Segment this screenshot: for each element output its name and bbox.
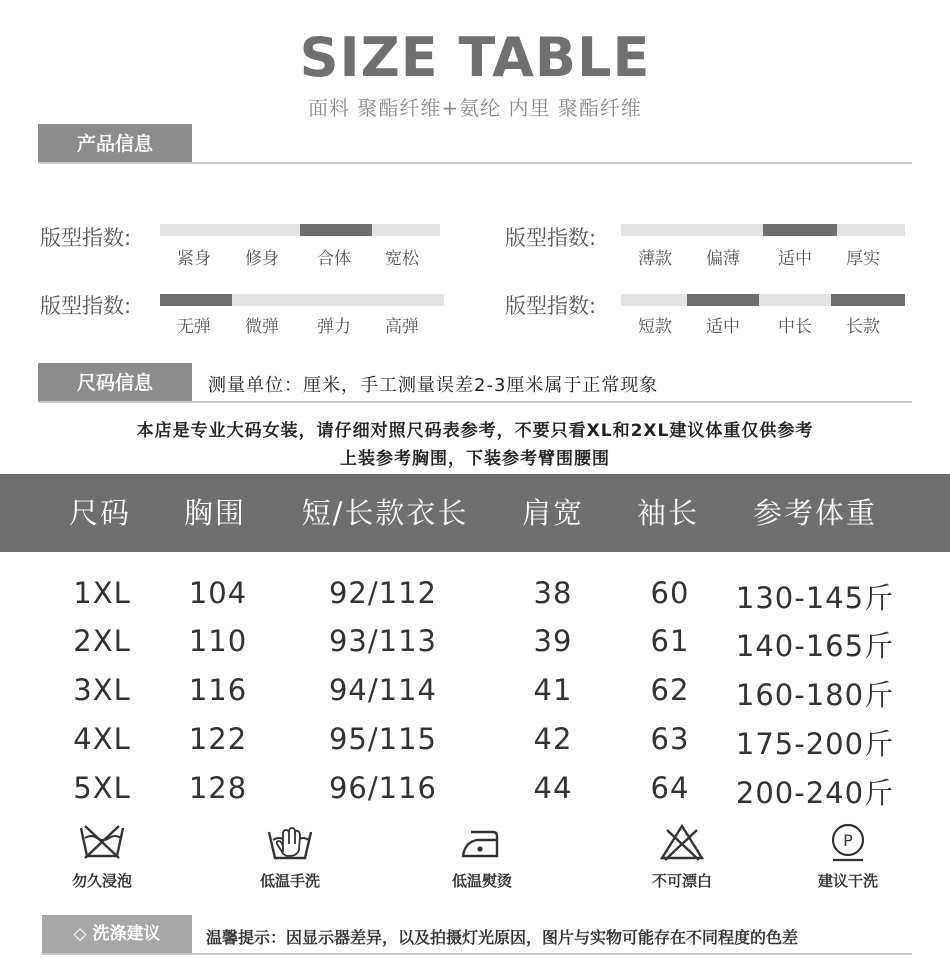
cell-bust: 116: [188, 673, 248, 707]
fit-option: 合体: [317, 249, 351, 269]
cell-shoulder: 44: [533, 771, 573, 805]
fit-option: 弹力: [317, 317, 351, 337]
table-row: [0, 722, 950, 766]
header-shoulder: 肩宽: [521, 496, 584, 530]
fit-index-label: 版型指数:: [40, 294, 132, 318]
care-item-dry-clean: [788, 822, 908, 892]
fit-option: 厚实: [846, 249, 880, 269]
table-row: [0, 624, 950, 668]
no-bleach-icon: [622, 822, 742, 862]
care-item-no-bleach: [622, 822, 742, 892]
cell-shoulder: 41: [533, 673, 573, 707]
fit-index-tightness: [40, 222, 460, 272]
care-item-no-soak: [42, 822, 162, 892]
cell-size: 4XL: [73, 722, 131, 756]
care-label: 低温手洗: [259, 872, 320, 890]
fit-option: 适中: [706, 317, 740, 337]
measurement-note: 测量单位：厘米，手工测量误差2-3厘米属于正常现象: [208, 375, 659, 396]
cell-sleeve: 63: [650, 722, 690, 756]
cell-sleeve: 61: [650, 624, 690, 658]
header-length: 短/长款衣长: [301, 496, 469, 530]
dry-clean-icon: [788, 822, 908, 862]
cell-bust: 128: [188, 771, 248, 805]
fit-option: 无弹: [177, 317, 211, 337]
cell-length: 95/115: [328, 722, 438, 756]
fit-option: 适中: [778, 249, 812, 269]
fit-scale-selected: [687, 294, 759, 306]
cell-bust: 104: [188, 576, 248, 610]
fit-scale-bar: [160, 224, 440, 236]
cell-weight: 160-180斤: [735, 678, 895, 712]
fit-index-label: 版型指数:: [505, 226, 597, 250]
header-size: 尺码: [68, 496, 131, 530]
notice-line-2: 上装参考胸围，下装参考臂围腰围: [340, 449, 610, 469]
fit-option: 薄款: [638, 249, 672, 269]
no-soak-icon: [42, 822, 162, 862]
care-label: 勿久浸泡: [71, 872, 132, 890]
cell-weight: 200-240斤: [735, 776, 895, 810]
svg-text:P: P: [843, 831, 853, 850]
header-sleeve: 袖长: [636, 496, 699, 530]
fit-option: 紧身: [177, 249, 211, 269]
cell-weight: 140-165斤: [735, 629, 895, 663]
fit-option: 修身: [245, 249, 279, 269]
fit-option: 微弹: [245, 317, 279, 337]
cell-size: 1XL: [73, 576, 131, 610]
header-weight: 参考体重: [752, 496, 877, 530]
cell-shoulder: 39: [533, 624, 573, 658]
cell-sleeve: 62: [650, 673, 690, 707]
footer-divider: [42, 953, 912, 955]
fit-scale-selected: [831, 294, 905, 306]
cell-length: 96/116: [328, 771, 438, 805]
care-label: 建议干洗: [817, 872, 878, 890]
fit-option: 宽松: [385, 249, 419, 269]
fit-option: 高弹: [385, 317, 419, 337]
fit-index-thickness: [505, 222, 925, 272]
fit-option: 长款: [846, 317, 880, 337]
cell-bust: 122: [188, 722, 248, 756]
header-bust: 胸围: [183, 496, 246, 530]
fit-index-label: 版型指数:: [40, 226, 132, 250]
care-item-hand-wash: [230, 822, 350, 892]
table-row: [0, 673, 950, 717]
fit-index-label: 版型指数:: [505, 294, 597, 318]
table-row: [0, 771, 950, 815]
product-info-tab: 产品信息: [38, 124, 192, 164]
color-disclaimer: 温馨提示：因显示器差异，以及拍摄灯光原因，图片与实物可能存在不同程度的色差: [206, 928, 799, 947]
fit-scale-selected: [300, 224, 372, 236]
cell-shoulder: 38: [533, 576, 573, 610]
fit-option: 偏薄: [706, 249, 740, 269]
table-row: [0, 576, 950, 620]
cell-size: 5XL: [73, 771, 131, 805]
care-label: 不可漂白: [651, 872, 712, 890]
cell-bust: 110: [188, 624, 248, 658]
cell-weight: 175-200斤: [735, 727, 895, 761]
cell-size: 2XL: [73, 624, 131, 658]
hand-wash-icon: [230, 822, 350, 862]
cell-shoulder: 42: [533, 722, 573, 756]
notice-line-1: 本店是专业大码女装，请仔细对照尺码表参考，不要只看XL和2XL建议体重仅供参考: [136, 421, 814, 441]
size-info-tab: 尺码信息: [38, 363, 192, 403]
cell-sleeve: 64: [650, 771, 690, 805]
fit-scale-bar: [621, 294, 905, 306]
cell-length: 92/112: [328, 576, 438, 610]
size-info-divider: [38, 401, 912, 403]
cell-size: 3XL: [73, 673, 131, 707]
iron-low-icon: [422, 822, 542, 862]
cell-length: 93/113: [328, 624, 438, 658]
page-title: SIZE TABLE: [299, 26, 651, 89]
product-info-divider: [38, 162, 912, 164]
fit-option: 短款: [638, 317, 672, 337]
fit-option: 中长: [778, 317, 812, 337]
fabric-subtitle: 面料 聚酯纤维+氨纶 内里 聚酯纤维: [308, 96, 642, 120]
fit-index-elasticity: [40, 290, 460, 340]
wash-advice-tab: ◇ 洗涤建议: [42, 915, 192, 953]
care-item-iron: [422, 822, 542, 892]
cell-weight: 130-145斤: [735, 581, 895, 615]
care-label: 低温熨烫: [451, 872, 512, 890]
fit-index-length: [505, 290, 925, 340]
fit-scale-bar: [621, 224, 905, 236]
size-table-header: [0, 474, 950, 552]
cell-length: 94/114: [328, 673, 438, 707]
fit-scale-selected: [763, 224, 837, 236]
fit-scale-bar: [160, 294, 444, 306]
cell-sleeve: 60: [650, 576, 690, 610]
fit-scale-selected: [160, 294, 232, 306]
